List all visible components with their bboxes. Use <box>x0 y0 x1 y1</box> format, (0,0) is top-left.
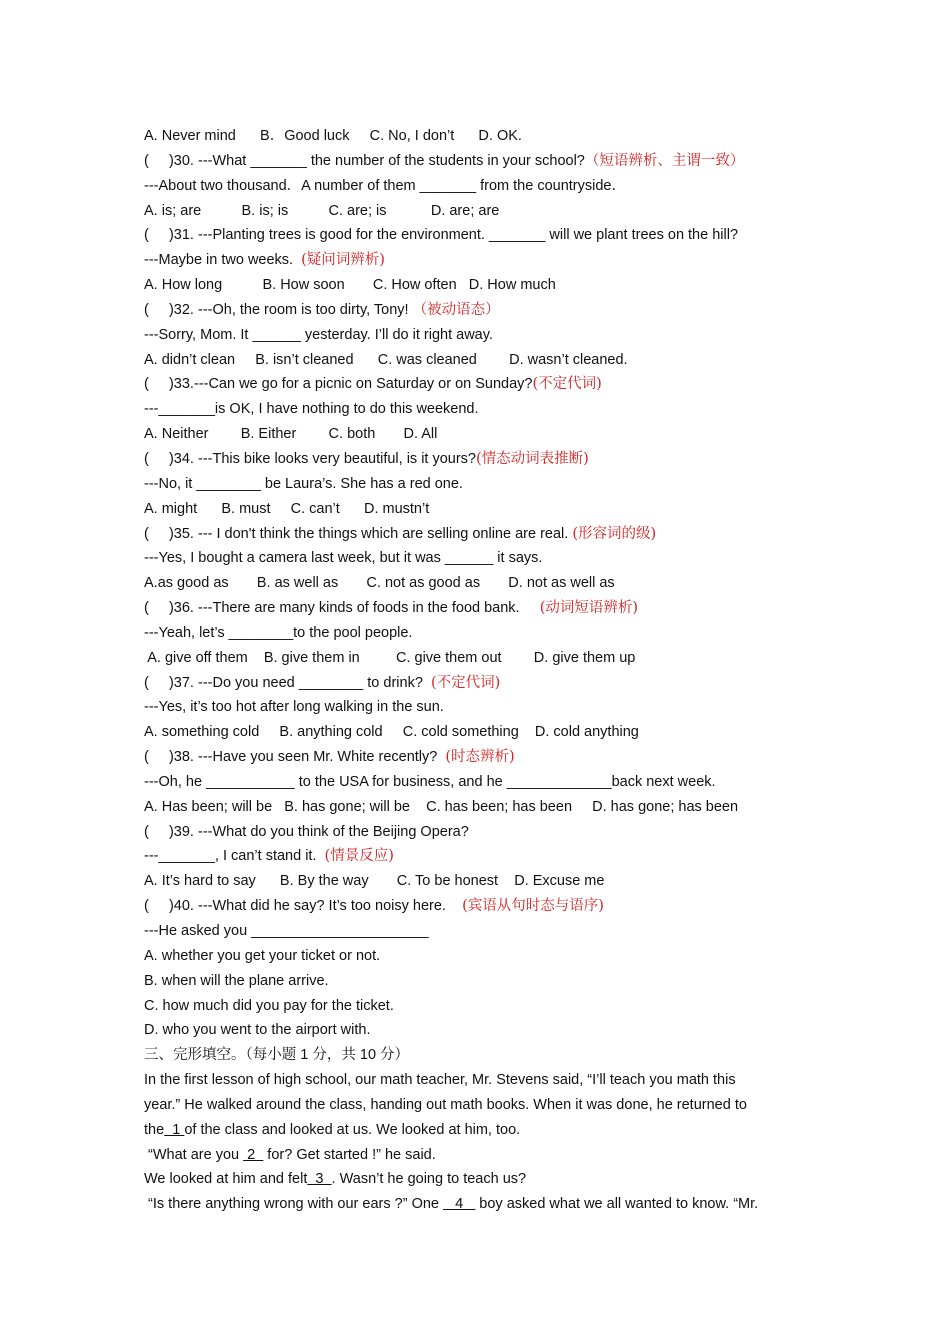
note-37: (不定代词) <box>430 674 501 691</box>
note-40: (宾语从句时态与语序) <box>462 898 604 915</box>
dialogue-40: ---He asked you ______________________ <box>144 923 429 939</box>
cloze-line-1: In the first lesson of high school, our math teacher, Mr. Stevens said, “I’ll teach you math this <box>144 1072 736 1089</box>
options-30: A. is; are B. is; is C. are; is D. are; are <box>144 202 500 219</box>
options-33: A. Neither B. Either C. both D. All <box>144 426 438 443</box>
question-40: ( )40. ---What did he say? It’s too noisy here. (宾语从句时态与语序) <box>144 898 604 915</box>
dialogue-37: ---Yes, it’s too hot after long walking in the sun. <box>144 699 444 716</box>
options-32: A. didn’t clean B. isn’t cleaned C. was cleaned D. wasn’t cleaned. <box>144 351 628 368</box>
dialogue-34: ---No, it ________ be Laura’s. She has a red one. <box>144 475 463 492</box>
note-36: (动词短语辨析) <box>539 600 639 617</box>
dialogue-36: ---Yeah, let’s ________to the pool people. <box>144 624 413 641</box>
question-38: ( )38. ---Have you seen Mr. White recently? (时态辨析) <box>144 749 515 766</box>
dialogue-39: ---_______, I can’t stand it. (情景反应) <box>144 848 394 865</box>
question-31: ( )31. ---Planting trees is good for the environment. _______ will we plant trees on the hill? <box>144 227 739 244</box>
dialogue-35: ---Yes, I bought a camera last week, but it was ______ it says. <box>144 550 543 567</box>
note-30: （短语辨析、主谓一致） <box>584 152 745 169</box>
question-34: ( )34. ---This bike looks very beautiful, is it yours?(情态动词表推断) <box>144 450 589 467</box>
options-38: A. Has been; will be B. has gone; will be C. has been; has been D. has gone; has been <box>144 798 739 815</box>
blank-1: 1 <box>164 1121 185 1138</box>
note-32: （被动语态） <box>412 301 500 318</box>
cloze-line-5: We looked at him and felt 3 . Wasn’t he going to teach us? <box>144 1171 527 1188</box>
cloze-line-4: “What are you 2 for? Get started !” he said. <box>144 1146 436 1163</box>
note-34: (情态动词表推断) <box>476 450 589 467</box>
option-40-b: B. when will the plane arrive. <box>144 972 329 989</box>
options-35: A.as good as B. as well as C. not as good as D. not as well as <box>144 575 615 592</box>
options-34: A. might B. must C. can’t D. mustn’t <box>144 500 430 517</box>
option-40-a: A. whether you get your ticket or not. <box>144 947 381 964</box>
question-36: ( )36. ---There are many kinds of foods in the food bank. (动词短语辨析) <box>144 600 639 617</box>
question-35: ( )35. --- I don't think the things which are selling online are real. (形容词的级) <box>144 525 657 542</box>
question-33: ( )33.---Can we go for a picnic on Saturday or on Sunday?(不定代词) <box>144 376 602 393</box>
option-40-c: C. how much did you pay for the ticket. <box>144 997 394 1014</box>
options-39: A. It’s hard to say B. By the way C. To be honest D. Excuse me <box>144 873 605 890</box>
section-heading-cloze: 三、完形填空。（每小题 1 分，共 10 分） <box>144 1047 410 1064</box>
note-38: (时态辨析) <box>445 749 515 766</box>
dialogue-32: ---Sorry, Mom. It ______ yesterday. I’ll do it right away. <box>144 326 493 343</box>
note-35: (形容词的级) <box>572 525 657 542</box>
cloze-line-2: year.” He walked around the class, handing out math books. When it was done, he returned to <box>144 1096 747 1113</box>
options-31: A. How long B. How soon C. How often D. How much <box>144 277 556 294</box>
note-31: (疑问词辨析) <box>301 252 385 269</box>
question-32: ( )32. ---Oh, the room is too dirty, Tony! （被动语态） <box>144 301 500 318</box>
option-40-d: D. who you went to the airport with. <box>144 1022 371 1039</box>
cloze-line-6: “Is there anything wrong with our ears ?” One 4 boy asked what we all wanted to know. “Mr. <box>144 1196 759 1213</box>
dialogue-30: ---About two thousand．A number of them _______ from the countryside． <box>144 177 626 194</box>
blank-4: 4 <box>443 1196 476 1213</box>
dialogue-33: ---_______is OK, I have nothing to do this weekend. <box>144 401 479 418</box>
options-36: A. give off them B. give them in C. give them out D. give them up <box>144 649 636 666</box>
question-30: ( )30. ---What _______ the number of the students in your school?（短语辨析、主谓一致） <box>144 152 745 169</box>
blank-2: 2 <box>243 1146 264 1163</box>
cloze-line-3: the 1 of the class and looked at us. We looked at him, too. <box>144 1121 521 1138</box>
question-37: ( )37. ---Do you need ________ to drink? (不定代词) <box>144 674 501 691</box>
note-33: (不定代词) <box>532 376 602 393</box>
question-39: ( )39. ---What do you think of the Beijing Opera? <box>144 823 469 840</box>
options-29: A. Never mind B．Good luck C. No, I don’t D. OK. <box>144 128 522 144</box>
options-37: A. something cold B. anything cold C. cold something D. cold anything <box>144 724 639 741</box>
blank-3: 3 <box>307 1171 332 1188</box>
note-39: (情景反应) <box>324 848 394 865</box>
dialogue-31: ---Maybe in two weeks. (疑问词辨析) <box>144 252 385 269</box>
document-page <box>144 124 824 1217</box>
dialogue-38: ---Oh, he ___________ to the USA for business, and he _____________back next week. <box>144 773 716 790</box>
